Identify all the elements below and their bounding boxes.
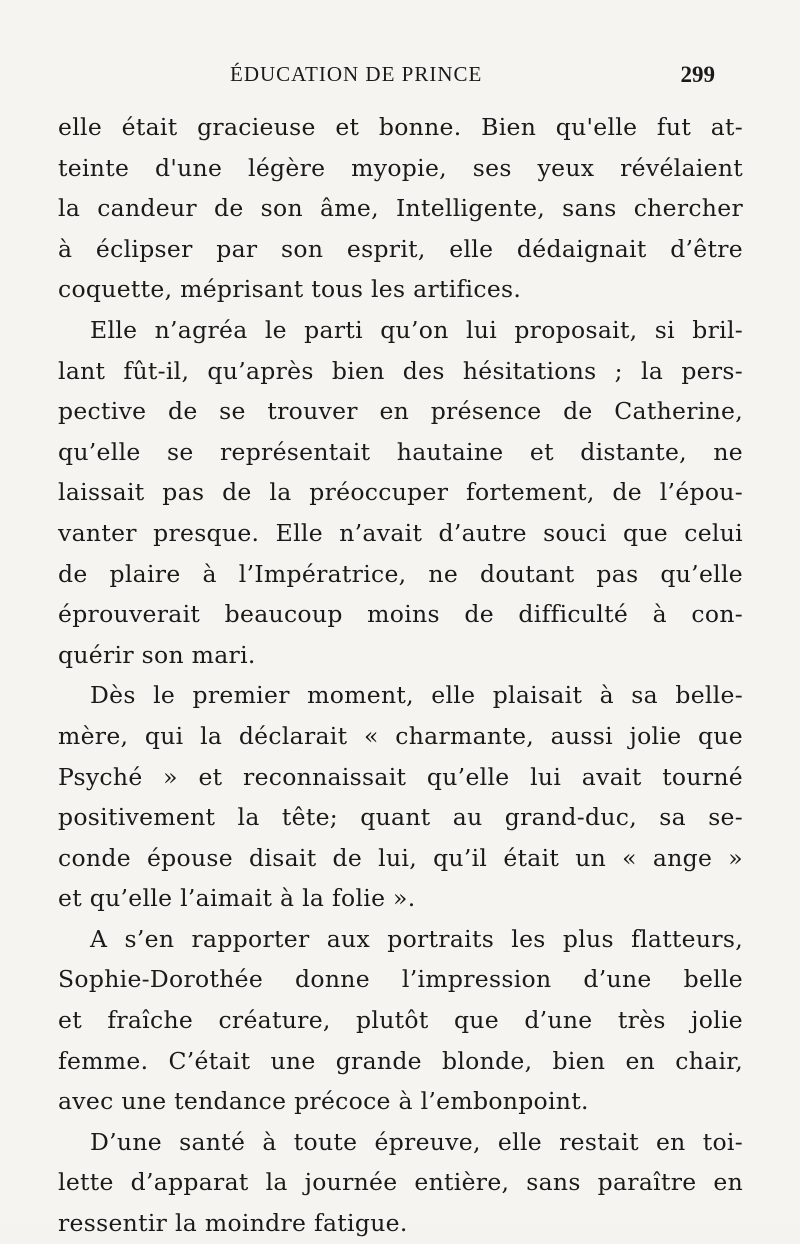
text-line: la candeur de son âme, Intelligente, sans chercher (58, 194, 743, 223)
text-line: coquette, méprisant tous les artifices. (58, 275, 522, 304)
text-line: qu’elle se représentait hautaine et distante, ne (58, 437, 743, 466)
text-line: éprouverait beaucoup moins de difficulté à con- (58, 600, 743, 629)
text-line: vanter presque. Elle n’avait d’autre souci que celui (58, 518, 743, 547)
text-line: lant fût-il, qu’après bien des hésitations ; la pers- (58, 356, 743, 385)
text-line: A s’en rapporter aux portraits les plus flatteurs, (90, 924, 743, 953)
text-line: conde épouse disait de lui, qu’il était un « ange » (58, 843, 743, 872)
text-line: et fraîche créature, plutôt que d’une très jolie (58, 1006, 743, 1035)
text-line: et qu’elle l’aimait à la folie ». (58, 884, 416, 913)
text-line: avec une tendance précoce à l’embonpoint. (58, 1087, 589, 1116)
text-line: mère, qui la déclarait « charmante, aussi jolie que (58, 721, 743, 750)
body-text (58, 107, 743, 1244)
page-number: 299 (680, 62, 715, 87)
running-head (0, 62, 800, 96)
text-line: lette d’apparat la journée entière, sans paraître en (58, 1168, 743, 1197)
text-line: teinte d'une légère myopie, ses yeux révélaient (58, 153, 743, 182)
text-line: ressentir la moindre fatigue. (58, 1209, 408, 1238)
text-line: Elle n’agréa le parti qu’on lui proposait, si bril- (90, 315, 743, 344)
text-line: femme. C’était une grande blonde, bien en chair, (58, 1046, 743, 1075)
text-line: Dès le premier moment, elle plaisait à sa belle- (90, 681, 743, 710)
text-line: D’une santé à toute épreuve, elle restait en toi- (90, 1127, 743, 1156)
running-title: ÉDUCATION DE PRINCE (230, 62, 483, 86)
text-line: quérir son mari. (58, 640, 256, 669)
text-line: pective de se trouver en présence de Catherine, (58, 397, 743, 426)
text-line: Psyché » et reconnaissait qu’elle lui avait tourné (58, 762, 743, 791)
text-line: positivement la tête; quant au grand-duc, sa se- (58, 803, 743, 832)
text-line: de plaire à l’Impératrice, ne doutant pas qu’elle (58, 559, 743, 588)
text-line: à éclipser par son esprit, elle dédaignait d’être (58, 234, 743, 263)
text-line: laissait pas de la préoccuper fortement, de l’épou- (58, 478, 743, 507)
text-line: Sophie-Dorothée donne l’impression d’une belle (58, 965, 743, 994)
text-line: elle était gracieuse et bonne. Bien qu'elle fut at- (58, 113, 743, 141)
